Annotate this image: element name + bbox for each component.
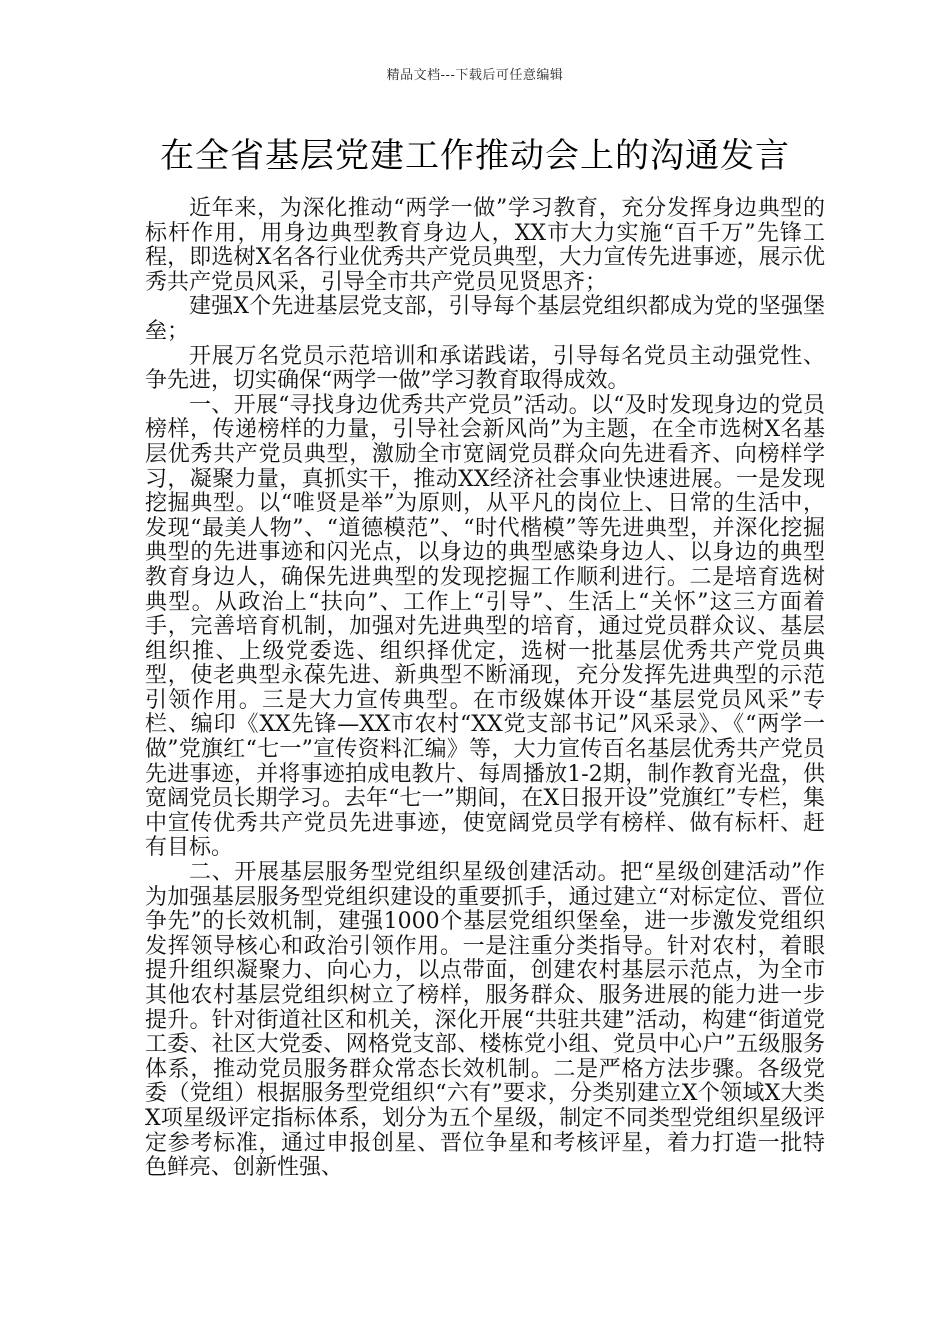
header-note: 精品文档---下载后可任意编辑 xyxy=(386,68,564,83)
body-paragraph: 二、开展基层服务型党组织星级创建活动。把“星级创建活动”作为加强基层服务型党组织建设的重要抓手，通过建立“对标定位、晋位争先”的长效机制，建强1000个基层党组织堡垒，进一步激发党组织发挥领导核心和政治引领作用。一是注重分类指导。针对农村，着眼提升组织凝聚力、向心力，以点带面，创建农村基层示范点，为全市其他农村基层党组织树立了榜样，服务群众、服务进展的能力进一步提升。针对街道社区和机关，深化开展“共驻共建”活动，构建“街道党工委、社区大党委、网格党支部、楼栋党小组、党员中心户”五级服务体系，推动党员服务群众常态长效机制。二是严格方法步骤。各级党委（党组）根据服务型党组织“六有”要求，分类别建立X个领域X大类X项星级评定指标体系，划分为五个星级，制定不同类型党组织星级评定参考标准，通过申报创星、晋位争星和考核评星，着力打造一批特色鲜亮、创新性强、 xyxy=(145,860,825,1181)
body-paragraph: 近年来，为深化推动“两学一做”学习教育，充分发挥身边典型的标杆作用，用身边典型教育身边人，XX市大力实施“百千万”先锋工程，即选树X名各行业优秀共产党员典型，大力宣传先进事迹，展示优秀共产党员风采，引导全市共产党员见贤思齐； xyxy=(145,196,825,295)
body-paragraph: 建强X个先进基层党支部，引导每个基层党组织都成为党的坚强堡垒； xyxy=(145,294,825,344)
document-body xyxy=(145,197,825,1181)
body-paragraph: 一、开展“寻找身边优秀共产党员”活动。以“及时发现身边的党员榜样，传递榜样的力量，引导社会新风尚”为主题，在全市选树X名基层优秀共产党员典型，激励全市宽阔党员群众向先进看齐、向榜样学习，凝聚力量，真抓实干，推动XX经济社会事业快速进展。一是发现挖掘典型。以“唯贤是举”为原则，从平凡的岗位上、日常的生活中，发现“最美人物”、“道德模范”、“时代楷模”等先进典型，并深化挖掘典型的先进事迹和闪光点，以身边的典型感染身边人、以身边的典型教育身边人，确保先进典型的发现挖掘工作顺利进行。二是培育选树典型。从政治上“扶向”、工作上“引导”、生活上“关怀”这三方面着手，完善培育机制，加强对先进典型的培育，通过党员群众议、基层组织推、上级党委选、组织择优定，选树一批基层优秀共产党员典型，使老典型永葆先进、新典型不断涌现，充分发挥先进典型的示范引领作用。三是大力宣传典型。在市级媒体开设“基层党员风采”专栏、编印《XX先锋—XX市农村“XX党支部书记”风采录》、《“两学一做”党旗红“七一”宣传资料汇编》等，大力宣传百名基层优秀共产党员先进事迹，并将事迹拍成电教片、每周播放1-2期，制作教育光盘，供宽阔党员长期学习。去年“七一”期间，在X日报开设”党旗红”专栏，集中宣传优秀共产党员先进事迹，使宽阔党员学有榜样、做有标杆、赶有目标。 xyxy=(145,392,825,861)
body-paragraph: 开展万名党员示范培训和承诺践诺，引导每名党员主动强党性、争先进，切实确保“两学一做”学习教育取得成效。 xyxy=(145,343,825,394)
document-title: 在全省基层党建工作推动会上的沟通发言 xyxy=(160,136,790,176)
